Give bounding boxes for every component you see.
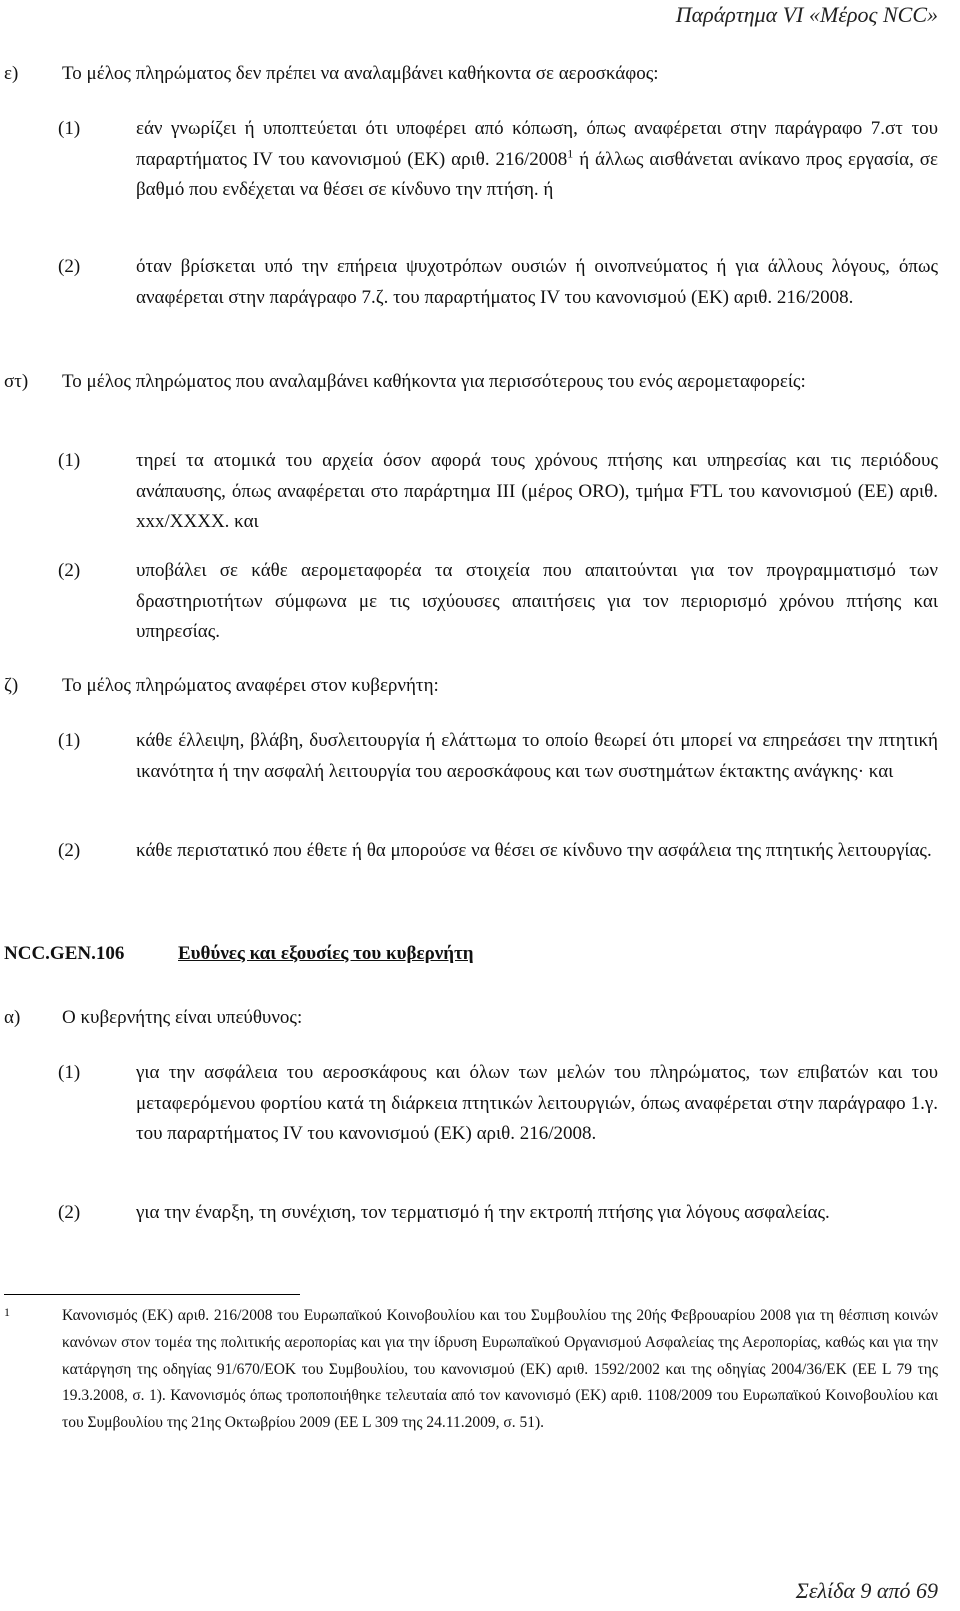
page-header: Παράρτημα VI «Μέρος NCC»	[675, 2, 938, 27]
paragraph-text: Ο κυβερνήτης είναι υπεύθυνος:	[62, 1007, 303, 1028]
footnote-number: 1	[4, 1305, 10, 1319]
paragraph-text: Το μέλος πληρώματος που αναλαμβάνει καθήκοντα για περισσότερους του ενός αερομεταφορείς:	[62, 371, 806, 392]
section-title: Ευθύνες και εξουσίες του κυβερνήτη	[178, 943, 474, 964]
footnote-separator	[4, 1294, 300, 1295]
item-text: για την έναρξη, τη συνέχιση, τον τερματισμό ή την εκτροπή πτήσης για λόγους ασφαλείας.	[136, 1202, 830, 1223]
section-code: NCC.GEN.106	[4, 943, 125, 964]
paragraph-text: Το μέλος πληρώματος δεν πρέπει να αναλαμβάνει καθήκοντα σε αεροσκάφος:	[62, 63, 659, 84]
paragraph-label: α)	[4, 1007, 21, 1028]
paragraph-text: Το μέλος πληρώματος αναφέρει στον κυβερνήτη:	[62, 675, 439, 696]
item-label: (2)	[58, 560, 81, 581]
item-text: τηρεί τα ατομικά του αρχεία όσον αφορά τους χρόνους πτήσης και υπηρεσίας και τις περιόδους ανάπαυσης, όπως αναφέρεται στο παράρτημα III (μέρος ORO), τμήμα FTL του κανονισμού (ΕΕ) αριθ. xxx/XXXX. και	[136, 450, 938, 532]
page-number: Σελίδα 9 από 69	[795, 1578, 938, 1603]
paragraph-label: ζ)	[4, 675, 19, 696]
paragraph-label: στ)	[4, 371, 29, 392]
item-label: (2)	[58, 840, 81, 861]
item-text: κάθε περιστατικό που έθετε ή θα μπορούσε να θέσει σε κίνδυνο την ασφάλεια της πτητικής λειτουργίας.	[136, 840, 932, 861]
item-text: υποβάλει σε κάθε αερομεταφορέα τα στοιχεία που απαιτούνται για τον προγραμματισμό των δραστηριοτήτων σύμφωνα με τις ισχύουσες απαιτήσεις για τον περιορισμό χρόνου πτήσης και υπηρεσίας.	[136, 560, 938, 642]
item-label: (2)	[58, 256, 81, 277]
item-label: (1)	[58, 730, 81, 751]
footnote-reference: 1	[567, 146, 574, 161]
footnote-text: Κανονισμός (ΕΚ) αριθ. 216/2008 του Ευρωπαϊκού Κοινοβουλίου και του Συμβουλίου της 20ής Φεβρουαρίου 2008 για τη θέσπιση κοινών κανόνων στον τομέα της πολιτικής αεροπορίας και για την ίδρυση Ευρωπαϊκού Οργανισμού Ασφαλείας της Αεροπορίας, καθώς και για την κατάργηση της οδηγίας 91/670/ΕΟΚ του Συμβουλίου, του κανονισμού (ΕΚ) αριθ. 1592/2002 και της οδηγίας 2004/36/ΕΚ (ΕΕ L 79 της 19.3.2008, σ. 1). Κανονισμός όπως τροποποιήθηκε τελευταία από τον κανονισμό (ΕΚ) αριθ. 1108/2009 του Ευρωπαϊκού Κοινοβουλίου και του Συμβουλίου της 21ης Οκτωβρίου 2009 (ΕΕ L 309 της 24.11.2009, σ. 51).	[62, 1307, 938, 1432]
item-text: για την ασφάλεια του αεροσκάφους και όλων των μελών του πληρώματος, των επιβατών και του μεταφερόμενου φορτίου κατά τη διάρκεια πτητικών λειτουργιών, όπως αναφέρεται στην παράγραφο 1.γ. του παραρτήματος IV του κανονισμού (ΕΚ) αριθ. 216/2008.	[136, 1062, 938, 1144]
item-text: κάθε έλλειψη, βλάβη, δυσλειτουργία ή ελάττωμα το οποίο θεωρεί ότι μπορεί να επηρεάσει την πτητική ικανότητα ή την ασφαλή λειτουργία του αεροσκάφους και των συστημάτων έκτακτης ανάγκης· και	[136, 730, 938, 782]
paragraph-label: ε)	[4, 63, 19, 84]
item-text: όταν βρίσκεται υπό την επήρεια ψυχοτρόπων ουσιών ή οινοπνεύματος ή για άλλους λόγους, όπως αναφέρεται στην παράγραφο 7.ζ. του παραρτήματος IV του κανονισμού (ΕΚ) αριθ. 216/2008.	[136, 256, 938, 308]
item-label: (1)	[58, 450, 81, 471]
item-label: (1)	[58, 1062, 81, 1083]
item-label: (2)	[58, 1202, 81, 1223]
item-label: (1)	[58, 118, 81, 139]
item-text: εάν γνωρίζει ή υποπτεύεται ότι υποφέρει από κόπωση, όπως αναφέρεται στην παράγραφο 7.στ του παραρτήματος IV του κανονισμού (ΕΚ) αριθ. 216/2008$^1$ ή άλλως αισθάνεται ανίκανο προς εργασία, σε βαθμό που ενδέχεται να θέσει σε κίνδυνο την πτήση. ή	[136, 118, 938, 200]
